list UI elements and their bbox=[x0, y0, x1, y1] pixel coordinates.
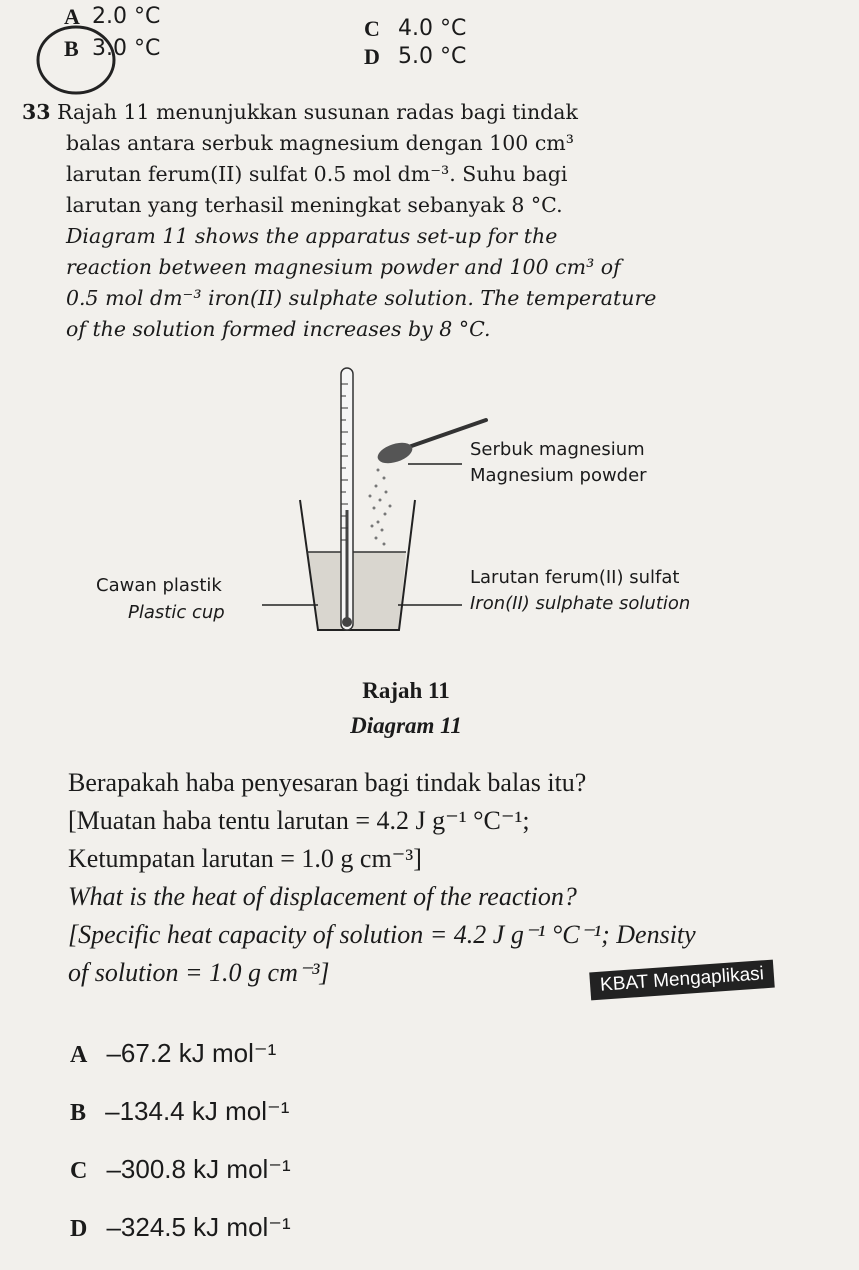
label-cup-english: Plastic cup bbox=[128, 602, 225, 623]
question-prompt bbox=[68, 764, 848, 992]
answer-letter-b: B bbox=[70, 1100, 87, 1126]
label-solution-english: Iron(II) sulphate solution bbox=[470, 593, 691, 614]
option-letter-b: B bbox=[64, 36, 79, 61]
caption-malay: Rajah 11 bbox=[362, 678, 450, 703]
malay-line-3: larutan ferum(II) sulfat 0.5 mol dm⁻³. Suhu bagi bbox=[66, 162, 568, 186]
previous-question-options bbox=[0, 0, 859, 90]
question-number: 33 bbox=[22, 100, 51, 124]
question-english-line-1: What is the heat of displacement of the reaction? bbox=[68, 882, 577, 911]
answer-options bbox=[70, 1038, 291, 1270]
option-value-d: 5.0 °C bbox=[398, 44, 467, 69]
english-line-4: of the solution formed increases by 8 °C. bbox=[66, 317, 491, 341]
question-33-stem bbox=[22, 97, 842, 345]
question-english-line-3: of solution = 1.0 g cm⁻³] bbox=[68, 958, 330, 987]
option-value-a: 2.0 °C bbox=[92, 4, 161, 29]
question-english-line-2: [Specific heat capacity of solution = 4.2 J g⁻¹ °C⁻¹; Density bbox=[68, 920, 696, 949]
answer-value-c: –300.8 kJ mol⁻¹ bbox=[106, 1154, 291, 1184]
magnesium-powder bbox=[369, 469, 392, 546]
answer-value-d: –324.5 kJ mol⁻¹ bbox=[106, 1212, 291, 1242]
answer-letter-c: C bbox=[70, 1158, 88, 1184]
option-letter-c: C bbox=[364, 16, 380, 41]
handwritten-circle-mark bbox=[30, 20, 120, 100]
answer-letter-a: A bbox=[70, 1042, 88, 1068]
question-malay-line-1: Berapakah haba penyesaran bagi tindak balas itu? bbox=[68, 768, 587, 797]
answer-value-a: –67.2 kJ mol⁻¹ bbox=[106, 1038, 277, 1068]
option-value-c: 4.0 °C bbox=[398, 16, 467, 41]
label-cup-malay: Cawan plastik bbox=[96, 575, 222, 596]
label-solution-malay: Larutan ferum(II) sulfat bbox=[470, 567, 680, 588]
answer-letter-d: D bbox=[70, 1216, 88, 1242]
label-magnesium-english: Magnesium powder bbox=[470, 465, 647, 486]
question-malay-line-2: [Muatan haba tentu larutan = 4.2 J g⁻¹ °C⁻¹; bbox=[68, 806, 530, 835]
label-magnesium-malay: Serbuk magnesium bbox=[470, 439, 645, 460]
caption-english: Diagram 11 bbox=[350, 713, 462, 738]
solution-fill bbox=[307, 552, 406, 630]
option-letter-a: A bbox=[64, 4, 80, 29]
answer-option-c[interactable] bbox=[70, 1154, 291, 1212]
answer-option-d[interactable] bbox=[70, 1212, 291, 1270]
answer-option-a[interactable] bbox=[70, 1038, 291, 1096]
english-line-2: reaction between magnesium powder and 100 cm³ of bbox=[66, 255, 621, 279]
malay-line-1: Rajah 11 menunjukkan susunan radas bagi tindak bbox=[57, 100, 578, 124]
kbat-badge: KBAT Mengaplikasi bbox=[589, 960, 775, 1001]
question-malay-line-3: Ketumpatan larutan = 1.0 g cm⁻³] bbox=[68, 844, 422, 873]
malay-line-4: larutan yang terhasil meningkat sebanyak 8 °C. bbox=[66, 193, 563, 217]
answer-value-b: –134.4 kJ mol⁻¹ bbox=[105, 1096, 290, 1126]
option-letter-d: D bbox=[364, 44, 380, 69]
english-line-1: Diagram 11 shows the apparatus set-up for the bbox=[66, 224, 558, 248]
answer-option-b[interactable] bbox=[70, 1096, 291, 1154]
malay-line-2: balas antara serbuk magnesium dengan 100 cm³ bbox=[66, 131, 574, 155]
english-line-3: 0.5 mol dm⁻³ iron(II) sulphate solution. The temperature bbox=[66, 286, 657, 310]
option-value-b: 3.0 °C bbox=[92, 36, 161, 61]
